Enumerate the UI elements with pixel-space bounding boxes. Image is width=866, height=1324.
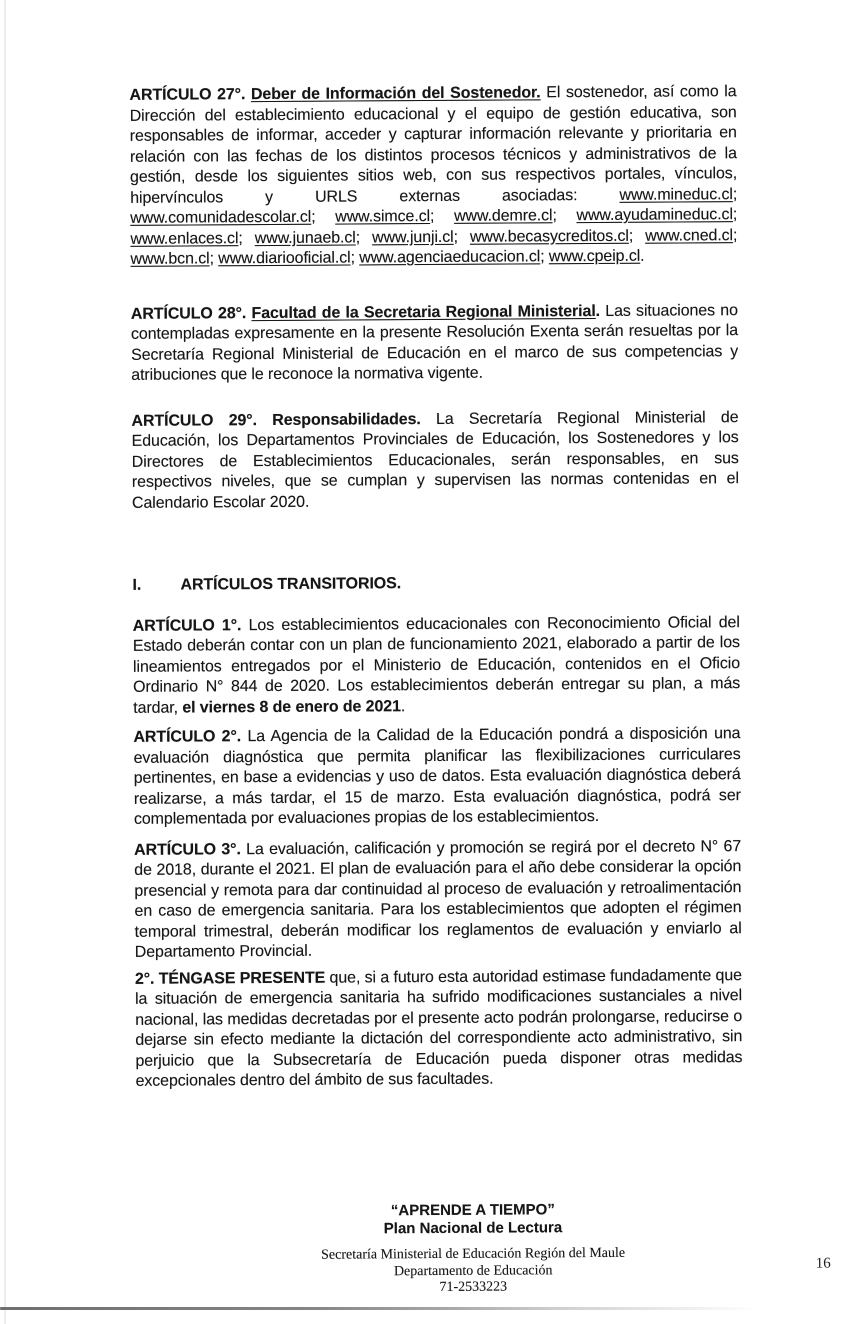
paragraph-articulo-28: [131, 301, 738, 387]
text-segment: Las situaciones no contempladas expresamente en la presente Resolución Exenta serán resueltas por la Secretaría Regional Ministerial de Educación en el marco de sus competencias y atribuciones que le reconoce la normativa vigente.: [130, 301, 739, 384]
text-segment: Facultad de la Secretaria Regional Ministerial: [251, 302, 596, 322]
text-segment: ARTÍCULO 27°.: [129, 86, 251, 104]
section-numeral: I.: [132, 576, 142, 594]
paragraph-articulo-29: [131, 408, 739, 514]
text-segment: ;: [628, 227, 646, 245]
url-demre: www.demre.cl: [454, 207, 553, 225]
text-segment: que, si a futuro esta autoridad estimase fundadamente que la situación de emergencia sanitaria ha sufrido modificaciones sustanciales a nivel nacional, las medidas decretadas por el presente acto podrán prolongarse, reducirse o dejarse sin efecto mediante la dictación del correspondiente acto administrativo, sin perjuicio que la Subsecretaría de Educación pueda disponer otras medidas excepcionales dentro del ámbito de sus facultades.: [135, 966, 743, 1090]
url-becasycreditos: www.becasycreditos.cl: [469, 227, 629, 246]
text-segment: .: [400, 697, 406, 715]
url-bcn: www.bcn.cl: [130, 250, 210, 268]
url-junaeb: www.junaeb.cl: [254, 228, 356, 247]
text-segment: ;: [732, 185, 738, 203]
paragraph-articulo-1-transitorio: [133, 613, 741, 719]
text-segment: ;: [540, 248, 549, 266]
text-segment: ;: [429, 207, 455, 226]
text-segment: ARTÍCULO 28°.: [130, 304, 252, 323]
paragraph-articulo-3-transitorio: [134, 837, 742, 964]
document-body: [129, 82, 742, 1092]
footer-org-block: [170, 1245, 777, 1298]
footer-org-department: Departamento de Educación: [393, 1262, 553, 1279]
footer-program-subtitle: Plan Nacional de Lectura: [383, 1219, 563, 1238]
paragraph-tengase-presente: [135, 966, 743, 1093]
text-segment: .: [640, 247, 645, 265]
url-enlaces: www.enlaces.cl: [130, 229, 239, 248]
paragraph-articulo-2-transitorio: [133, 724, 741, 830]
text-segment: ;: [238, 229, 255, 247]
text-segment: ARTÍCULO 2°.: [133, 728, 248, 746]
page-number: 16: [815, 1255, 831, 1272]
url-comunidadescolar: www.comunidadescolar.cl: [130, 208, 312, 227]
text-segment: ;: [732, 226, 738, 244]
text-segment: 2°. TÉNGASE PRESENTE: [134, 969, 330, 988]
text-segment: ;: [311, 208, 336, 226]
text-segment: .: [595, 302, 606, 320]
url-mineduc: www.mineduc.cl: [619, 185, 733, 204]
footer-org-name: Secretaría Ministerial de Educación Región del Maule: [321, 1245, 626, 1263]
paragraph-articulo-27: [129, 82, 737, 270]
text-segment: ;: [209, 250, 219, 268]
url-agenciaeducacion: www.agenciaeducacion.cl: [359, 248, 541, 267]
url-junji: www.junji.cl: [372, 228, 454, 246]
text-segment: ;: [355, 228, 373, 246]
url-cned: www.cned.cl: [645, 226, 734, 245]
text-segment: ;: [552, 207, 577, 225]
text-segment: ARTÍCULO 1°.: [132, 616, 249, 635]
url-diariooficial: www.diariooficial.cl: [218, 249, 351, 268]
text-segment: ;: [453, 228, 471, 246]
text-segment: ARTÍCULO 3°.: [134, 840, 247, 859]
text-segment: ;: [350, 249, 360, 267]
url-cpeip: www.cpeip.cl: [548, 247, 641, 266]
footer-program-title: “APRENDE A TIEMPO”: [390, 1201, 555, 1220]
text-segment: el viernes 8 de enero de 2021: [182, 697, 401, 717]
scan-bottom-line: [0, 1307, 775, 1310]
text-segment: El sostenedor, así como la Dirección del establecimiento educacional y el equipo de gestión educativa, son responsables de informar, acceder y capturar información relevante y prioritaria en relación con las fechas de los distintos procesos técnicos y administrativos de la gestión, desde los siguientes sitios web, con sus respectivos portales, vínculos, hipervínculos y URLS externas asociadas:: [129, 83, 738, 207]
url-ayudamineduc: www.ayudamineduc.cl: [576, 206, 733, 225]
text-segment: La evaluación, calificación y promoción se regirá por el decreto N° 67 de 2018, durante el 2021. El plan de evaluación para el año debe considerar la opción presencial y remota para dar continuidad al proceso de evaluación y retroalimentación en caso de emergencia sanitaria. Para los establecimientos que adopten el régimen temporal trimestral, deberán modificar los reglamentos de evaluación y enviarlo al Departamento Provincial.: [134, 837, 742, 961]
page-footer: [169, 1200, 777, 1298]
text-segment: ;: [732, 206, 738, 224]
text-segment: ARTÍCULO 29°. Responsabilidades.: [131, 410, 437, 430]
text-segment: Deber de Información del Sostenedor.: [250, 84, 541, 104]
text-segment: La Agencia de la Calidad de la Educación pondrá a disposición una evaluación diagnóstica que permita planificar las flexibilizaciones curriculares pertinentes, en base a evidencias y uso de datos. Esta evaluación diagnóstica deberá realizarse, a más tardar, el 15 de marzo. Esta evaluación diagnóstica, podrá ser complementada por evaluaciones propias de los establecimientos.: [133, 725, 741, 828]
footer-org-phone: 71-2533223: [439, 1279, 508, 1295]
text-segment: La Secretaría Regional Ministerial de Educación, los Departamentos Provinciales de Educación, los Sostenedores y los Directores de Establecimientos Educacionales, serán responsables, en sus respectivos niveles, que se cumplan y supervisen las normas contenidas en el Calendario Escolar 2020.: [131, 408, 739, 512]
section-heading-articulos-transitorios: [132, 572, 739, 596]
url-simce: www.simce.cl: [335, 208, 431, 226]
text-segment: Los establecimientos educacionales con Reconocimiento Oficial del Estado deberán contar con un plan de funcionamiento 2021, elaborado a partir de los lineamientos entregados por el Ministerio de Educación, contenidos en el Oficio Ordinario N° 844 de 2020. Los establecimientos deberán entregar su plan, a más tardar,: [132, 613, 741, 717]
section-title: ARTÍCULOS TRANSITORIOS.: [180, 575, 402, 594]
